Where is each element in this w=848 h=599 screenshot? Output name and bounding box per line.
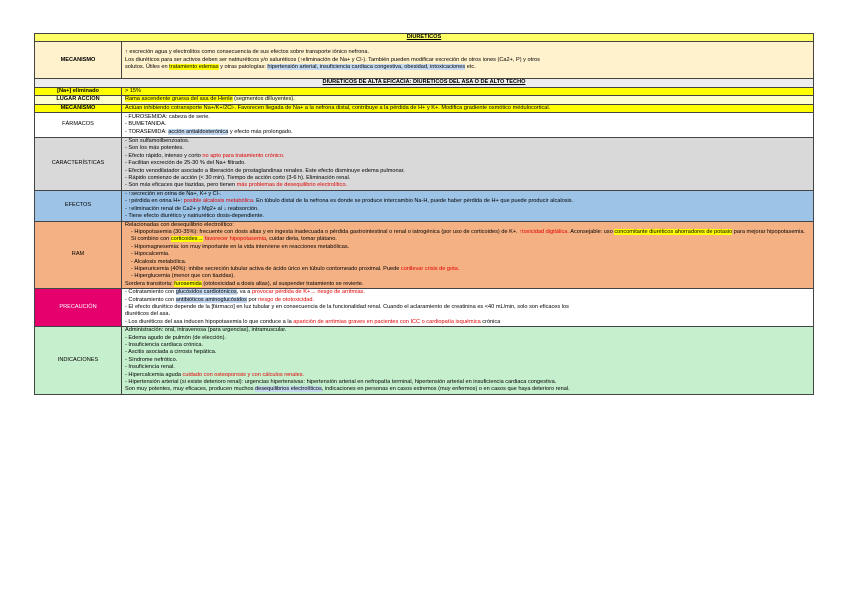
mecanismo-asa-label: MECANISMO (35, 104, 122, 112)
caracteristicas-text: - Son sulfamoilbenzoatos. - Son los más potentes. - Efecto rápido, intenso y corto no apto para tratamiento crónico. - Facilitan excreción de 25-30 % del Na+ filtrado. - Efecto venodilatador asociado a liberación de prostaglandinas renales. Este efecto disminuye edema pulmonar. - Rápido comienzo de acción (< 30 min). Tiempo de acción corto (3-6 h). Eliminación renal. - Son más eficaces que tiazidas, pero tienen más problemas de desequilibrio electrolítico. (122, 138, 814, 191)
lugar-row (35, 96, 814, 104)
precaucion-text: - Cotratamiento con glucósidos cardiotónicos, va a provocar pérdida de K+→ riesgo de arritmias. - Cotratamiento con antibióticos aminoglucósidos por riesgo de ototoxicidad. - El efecto diurético depende de la [fármaco] en luz tubular y en consecuencia de la funcionalidad renal. Cuando el aclaramiento de creatinina es <40 mL/min, solo son eficaces los diuréticos del asa. - Los diuréticos del asa inducen hipopotasemia lo que conduce a la aparición de arritmias graves en pacientes con ICC o cardiopatía isquémica crónica (122, 289, 814, 327)
mecanismo-label: MECANISMO (35, 42, 122, 79)
na-label: [Na+] eliminado (35, 87, 122, 95)
efectos-row (35, 190, 814, 221)
mecanismo-general-text: ↑ excreción agua y electrolitos como consecuencia de sus efectos sobre transporte iónico nefrona. Los diuréticos para ser activos deben ser natriuréticos y/o saluréticos (↑eliminación de Na+ y Cl-). También pueden modificar excreción de otros iones (Ca2+, P) y otros solutos. Útiles en tratamiento edemas y otras patologías: hipertensión arterial, insuficiencia cardiaca congestiva, obesidad, intoxicaciones etc. (122, 42, 814, 79)
efectos-text: - ↑secreción en orina de Na+, K+ y Cl-. - ↑pérdida en orina H+: posible alcalosis metabólica. En túbulo distal de la nefrona es donde se produce intercambio Na-H, puede haber pérdida de H+ que puede producir alcalosis. - ↑eliminación renal de Ca2+ y Mg2+ al ↓ reabsorción. - Tiene efecto diurético y natriurético dosis-dependiente. (122, 190, 814, 221)
page-title: DIURÉTICOS (35, 34, 814, 42)
indicaciones-row (35, 327, 814, 395)
ram-text: Relacionadas con desequilibrio electrolítico: - Hipopotasemia (30-35%): frecuente con dosis altas y en ingesta inadecuada o pérdida gastrointestinal o renal o iatrogénica (por uso de corticoides) de K+. ↑toxicidad digitálica. Aconsejable: uso concomitante diuréticos ahorradores de potasio para mejorar hipopotasemia. Si combino con corticoides→ favorecer hipopotasemia, cuidar dieta, tomar plátano. - Hipomagnesemia: ion muy importante en la vida interviene en reacciones metabólicas. - Hipocalcemia. - Alcalosis metabólica. - Hiperuricemia (40%): inhibe secreción tubular activa de ácido úrico en túbulo contorneado proximal. Puede conllevar crisis de gota. - Hiperglucemia (menor que con tiazidas). Sordera transitoria: furosemida (ototoxicidad a dosis altas), al suspender tratamiento se revierte. (122, 221, 814, 289)
precaucion-row (35, 289, 814, 327)
efectos-label: EFECTOS (35, 190, 122, 221)
na-row (35, 87, 814, 95)
farmacos-row (35, 113, 814, 138)
title-row (35, 34, 814, 42)
mecanismo-asa-text: Actúan inhibiendo cotransporte Na+/K+/2Cl-. Favorecen llegada de Na+ a la nefrona distal, contribuye a la pérdida de H+ y K+. Modifica gradiente osmótico médulocortical. (122, 104, 814, 112)
diureticos-table (34, 33, 814, 395)
indicaciones-label: INDICACIONES (35, 327, 122, 395)
indicaciones-text: Administración: oral, intravenosa (para urgencias), intramuscular. - Edema agudo de pulmón (de elección). - Insuficiencia cardiaca crónica. - Ascitis asociada a cirrosis hepática. - Síndrome nefrótico. - Insuficiencia renal. - Hipercalcemia aguda cuidado con osteoporosis y con cálculos renales. - Hipertensión arterial (si existe deterioro renal): urgencias hipertensivas: hipertensión arterial en nefropatía terminal, hipertensión arterial en insuficiencia cardiaca congestiva. Son muy potentes, muy eficaces, producen muchos desequilibrios electrolíticos, indicaciones en personas en casos extremos (muy enfermos) o en casos que haya deterioro renal. (122, 327, 814, 395)
lugar-text: Rama ascendente gruesa del asa de Henle (segmentos dilluyentes). (122, 96, 814, 104)
lugar-label: LUGAR ACCIÓN (35, 96, 122, 104)
farmacos-label: FÁRMACOS (35, 113, 122, 138)
farmacos-text: - FUROSEMIDA: cabeza de serie. - BUMETANIDA. - TORASEMIDA: acción antialdosterónica y efecto más prolongado. (122, 113, 814, 138)
precaucion-label: PRECAUCIÓN (35, 289, 122, 327)
subtitle-row (35, 79, 814, 87)
caracteristicas-label: CARACTERÍSTICAS (35, 138, 122, 191)
na-value: > 15% (122, 87, 814, 95)
mecanismo-asa-row (35, 104, 814, 112)
ram-label: RAM (35, 221, 122, 289)
ram-row (35, 221, 814, 289)
mecanismo-general-row (35, 42, 814, 79)
caracteristicas-row (35, 138, 814, 191)
section-title: DIURÉTICOS DE ALTA EFICACIA: DIURÉTICOS DEL ASA O DE ALTO TECHO (35, 79, 814, 87)
